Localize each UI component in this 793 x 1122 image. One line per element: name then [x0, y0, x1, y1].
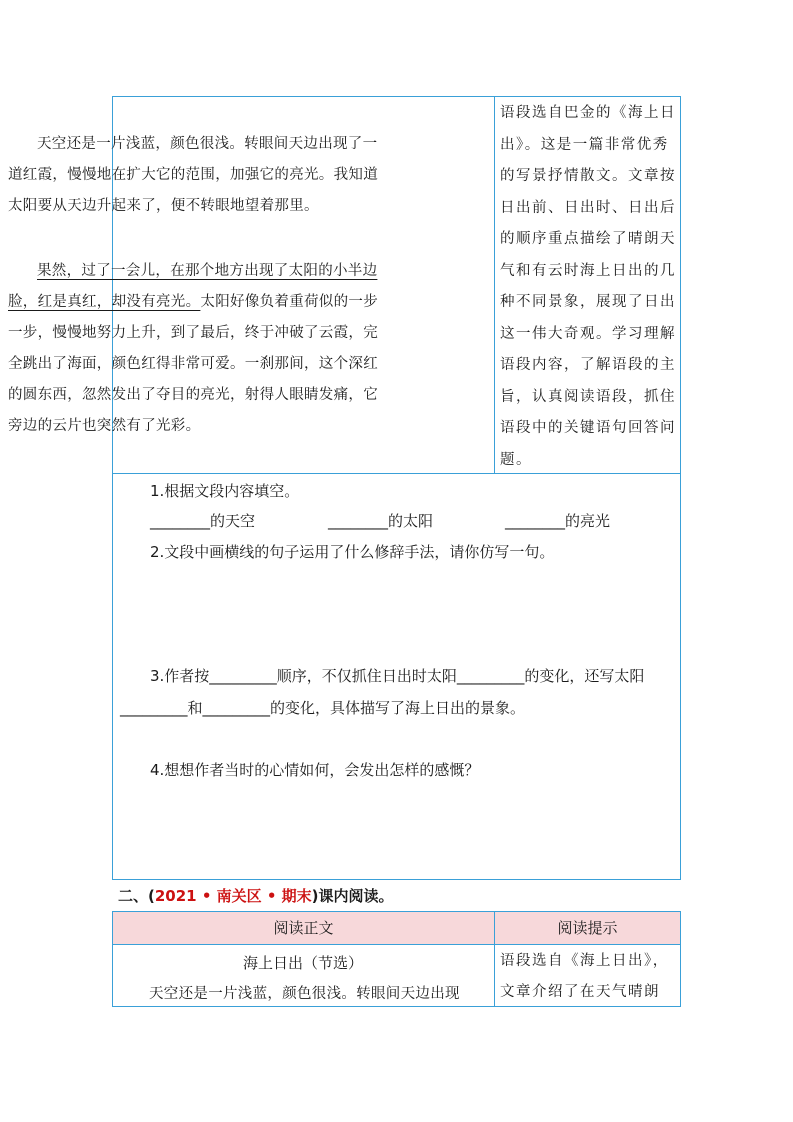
blank-sky: ________的天空 — [150, 512, 256, 530]
passage-paragraph-1: 天空还是一片浅蓝，颜色很浅。转眼间天边出现了一道红霞，慢慢地在扩大它的范围，加强它的亮光。我知道太阳要从天边升起来了，便不转眼地望着那里。 — [8, 136, 378, 214]
reading-hint-2: 语段选自《海上日出》，文章介绍了在天气晴朗 — [500, 953, 669, 1000]
question-4: 4.想想作者当时的心情如何，会发出怎样的感慨？ — [150, 761, 480, 779]
reading-hint-1: 语段选自巴金的《海上日出》。这是一篇非常优秀的写景抒情散文。文章按日出前、日出时、日出后的顺序重点描绘了晴朗天气和有云时海上日出的几种不同景象，展现了日出这一伟大奇观。学习理解语段内容，了解语段的主旨，认真阅读语段，抓住语段中的关键语句回答问题。 — [500, 105, 676, 468]
blank-light: ________的亮光 — [505, 512, 611, 530]
header-reading-hint: 阅读提示 — [495, 912, 680, 945]
section-2-prefix: 二、( — [118, 887, 155, 905]
question-3: 3.作者按_________顺序，不仅抓住日出时太阳_________的变化，还写太阳_________和_________的变化，具体描写了海上日出的景象。 — [120, 667, 645, 717]
passage-paragraph-2-rest: 太阳好像负着重荷似的一步一步，慢慢地努力上升，到了最后，终于冲破了云霞，完全跳出了海面，颜色红得非常可爱。一刹那间，这个深红的圆东西，忽然发出了夺目的亮光，射得人眼睛发痛，它旁边的云片也突然有了光彩。 — [8, 294, 379, 434]
section-2-heading — [118, 884, 394, 908]
passage-2-paragraph: 天空还是一片浅蓝，颜色很浅。转眼间天边出现 — [149, 986, 460, 1002]
passage-title: 海上日出（节选） — [242, 954, 363, 972]
question-2: 2.文段中画横线的句子运用了什么修辞手法，请你仿写一句。 — [150, 543, 555, 561]
header-reading-text: 阅读正文 — [113, 912, 495, 945]
blank-sun: ________的太阳 — [328, 512, 434, 530]
underlined-sentence: 果然，过了一会儿，在那个地方出现了太阳的小半边脸，红是真红，却没有亮光。 — [8, 263, 378, 310]
section-2-source: 2021 • 南关区 • 期末 — [154, 887, 312, 905]
question-1: 1.根据文段内容填空。 — [150, 482, 300, 500]
passage-cell-2 — [113, 945, 495, 1006]
section-2-suffix: )课内阅读。 — [311, 887, 394, 905]
passage-paragraph-2 — [8, 256, 378, 442]
